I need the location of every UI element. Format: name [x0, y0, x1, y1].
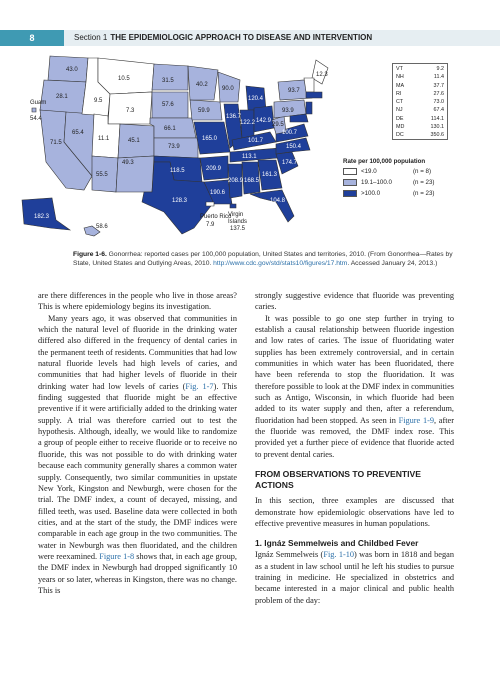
- value-label-mo: 165.0: [202, 136, 218, 142]
- state-abbr: MD: [396, 124, 405, 131]
- territory-vi: [230, 204, 236, 208]
- legend-title: Rate per 100,000 population: [343, 158, 426, 165]
- legend-item: [343, 188, 493, 199]
- value-label-ak: 182.3: [34, 214, 50, 220]
- state-rate: 67.4: [433, 107, 444, 114]
- legend-swatch: [343, 168, 357, 175]
- value-label-ga: 161.3: [262, 172, 278, 178]
- gonorrhea-rate-map: [14, 52, 334, 238]
- territory-guam: [32, 108, 36, 112]
- legend-swatch: [343, 179, 357, 186]
- value-label-wa: 43.0: [66, 67, 78, 73]
- state-rate: 350.6: [430, 132, 444, 139]
- value-label-id: 9.5: [94, 98, 103, 104]
- fig-1-10-link[interactable]: Fig. 1-10: [323, 550, 355, 560]
- legend-count: (n = 8): [413, 167, 432, 175]
- state-abbr: MA: [396, 82, 405, 89]
- state-abbr: CT: [396, 99, 404, 106]
- figure-label: Figure 1-6.: [73, 251, 107, 258]
- state-abbr: DE: [396, 115, 404, 122]
- state-abbr: RI: [396, 90, 402, 97]
- state-abbr: NH: [396, 74, 404, 81]
- value-label-wv: 29.5: [272, 122, 284, 128]
- legend-count: (n = 23): [413, 178, 435, 186]
- small-state-row: [396, 115, 444, 123]
- state-abbr: NJ: [396, 107, 403, 114]
- value-label-wi: 90.0: [222, 86, 234, 92]
- state-fl: [250, 190, 294, 222]
- value-label-nm: 49.3: [122, 160, 134, 166]
- state-rate: 37.7: [433, 82, 444, 89]
- state-rate: 9.2: [436, 66, 444, 72]
- fig-1-8-link[interactable]: Figure 1-8: [99, 551, 135, 561]
- map-legend: [343, 158, 493, 199]
- state-nj: [306, 102, 312, 114]
- small-state-row: [396, 131, 444, 139]
- value-label-al: 168.5: [244, 178, 260, 184]
- fig-1-7-link[interactable]: Fig. 1-7: [185, 381, 214, 391]
- section-title: Section 1 THE EPIDEMIOLOGIC APPROACH TO DISEASE AND INTERVENTION: [74, 33, 373, 42]
- value-label-nv: 65.4: [72, 130, 84, 136]
- legend-label: >100.0: [361, 189, 381, 197]
- value-label-tx: 128.3: [172, 198, 188, 204]
- left-column: [38, 290, 237, 596]
- legend-count: (n = 23): [413, 189, 435, 197]
- state-rate: 130.1: [430, 124, 444, 131]
- value-label-ok: 118.5: [170, 168, 185, 174]
- value-label-pa: 93.9: [282, 108, 294, 114]
- value-label-ia: 59.9: [198, 108, 210, 114]
- value-label-guam: 54.4: [30, 116, 42, 122]
- paragraph: Ignáz Semmelweis (Fig. 1-10) was born in 1818 and began as a student in law school until he left his studies to pursue training in medicine. He specialized in obstetrics and became interested in a major clinical and public health problem of the day:: [255, 550, 454, 605]
- small-state-row: [396, 106, 444, 114]
- state-rate: 11.4: [433, 74, 444, 81]
- paragraph: It was possible to go one step further in trying to establish a causal relationship between fluoride ingestion and low rates of caries. The issue of fluoridating water supplies has been extremely controversial, and in certain communities in which water has been fluoridated, there have been referenda to stop the fluoridation. It was therefore possible to look at the DMF index in communities such as Antigo, Wisconsin, in which fluoride had been added to its water supply and then, after a referendum, fluoridation had been stopped. As seen in Figure 1-9, after the fluoride was removed, the DMF index rose. This provided yet a further piece of evidence that fluoride acted to prevent dental caries.: [255, 313, 454, 459]
- value-label-ne: 66.1: [164, 126, 176, 132]
- value-label-nc: 150.4: [286, 144, 302, 150]
- value-label-az: 55.5: [96, 172, 108, 178]
- fig-1-9-link[interactable]: Figure 1-9: [398, 415, 435, 425]
- value-label-nd: 31.5: [162, 78, 174, 84]
- page-number: 8: [0, 30, 64, 46]
- paragraph: Many years ago, it was observed that communities in which the natural level of fluoride in the drinking water differed also differed in the frequency of dental caries in the permanent teeth of residents. Communities that had low natural fluoride levels had high levels of caries, and communities that had higher levels of fluoride in their drinking water had low levels of caries (Fig. 1-7). This finding suggested that fluoride might be an effective preventive if it were artificially added to the drinking water supply. A trial was therefore carried out to test the hypothesis. Although, ideally, we would like to randomize a group of people either to receive fluoride or to receive no fluoride, this was not possible to do with drinking water because each community generally shares a common water supply. Consequently, two similar communities in upstate New York, Kingston and Newburgh, were chosen for the trial. The DMF index, a count of decayed, missing, and filled teeth, was used. Baseline data were collected in both cities, and at the start of the study, the DMF indices were comparable in each age group in the two communities. The water in Newburgh was then fluoridated, and the children were reexamined. Figure 1-8 shows that, in each age group, the DMF index in Newburgh had dropped significantly 10 years or so later, whereas in Kingston, there was no change. This is: [38, 313, 238, 595]
- small-state-row: [396, 82, 444, 90]
- value-label-or: 28.1: [56, 94, 68, 100]
- state-abbr: DC: [396, 132, 404, 139]
- value-label-pr: 7.9: [206, 222, 215, 228]
- paragraph: strongly suggestive evidence that fluoride was preventing caries.: [255, 291, 454, 312]
- value-label-ms: 208.9: [228, 178, 244, 184]
- legend-label: <19.0: [361, 167, 377, 175]
- source-link[interactable]: http://www.cdc.gov/std/stats10/figures/17.htm: [213, 260, 348, 268]
- legend-label: 19.1–100.0: [361, 178, 392, 186]
- label-guam: Guam: [30, 100, 47, 106]
- territory-pr: [206, 202, 214, 206]
- small-state-row: [396, 123, 444, 131]
- value-label-wy: 7.3: [126, 108, 135, 114]
- label-puerto-rico: Puerto Rico: [200, 214, 232, 220]
- legend-item: [343, 166, 493, 177]
- state-ma: [306, 92, 322, 98]
- state-rate: 73.0: [433, 99, 444, 106]
- small-state-row: [396, 65, 444, 73]
- small-state-row: [396, 98, 444, 106]
- value-label-ks: 73.9: [168, 144, 180, 150]
- value-label-mn: 40.2: [196, 82, 208, 88]
- small-state-row: [396, 90, 444, 98]
- legend-swatch: [343, 190, 357, 197]
- right-column: [255, 290, 454, 606]
- label-virgin-islands: Virgin Islands: [228, 212, 248, 225]
- value-label-me: 12.3: [316, 72, 328, 78]
- value-label-hi: 58.6: [96, 224, 108, 230]
- paragraph: In this section, three examples are discussed that demonstrate how epidemiologic observations have led to effective preventive measures in human populations.: [255, 496, 454, 528]
- value-label-in: 122.2: [240, 120, 256, 126]
- running-header: [0, 30, 500, 46]
- state-rate: 27.6: [433, 90, 444, 97]
- value-label-vi: 137.5: [230, 226, 246, 232]
- state-abbr: VT: [396, 66, 403, 72]
- value-label-tn: 113.1: [242, 154, 257, 160]
- state-rate: 114.1: [430, 115, 444, 122]
- value-label-il: 136.7: [226, 114, 242, 120]
- legend-item: [343, 177, 493, 188]
- paragraph: are there differences in the people who live in those areas? This is where epidemiology begins its investigation.: [38, 291, 237, 312]
- value-label-ar: 209.9: [206, 166, 222, 172]
- value-label-fl: 104.8: [270, 198, 286, 204]
- value-label-ut: 11.1: [98, 136, 110, 142]
- value-label-sd: 57.6: [162, 102, 174, 108]
- value-label-ky: 101.7: [248, 138, 264, 144]
- value-label-mi: 120.4: [248, 96, 264, 102]
- section-heading: FROM OBSERVATIONS TO PREVENTIVE ACTIONS: [255, 469, 422, 491]
- value-label-oh: 142.9: [256, 118, 272, 124]
- small-state-row: [396, 73, 444, 81]
- value-label-ny: 93.7: [288, 88, 300, 94]
- value-label-va: 100.7: [282, 130, 298, 136]
- state-vt-nh: [304, 78, 314, 92]
- subsection-heading: 1. Ignáz Semmelweis and Childbed Fever: [255, 538, 419, 549]
- value-label-la: 190.6: [210, 190, 226, 196]
- value-label-sc: 174.7: [282, 160, 298, 166]
- value-label-ca: 71.5: [50, 140, 62, 146]
- figure-caption: Figure 1-6. Gonorrhea: reported cases per 100,000 population, United States and territories, 2010. (From Gonorrhea—Rates by State, United States and Outlying Areas, 2010. http://www.cdc.gov/std/stats10/figures/17.htm. Accessed January 24, 2013.): [73, 251, 453, 268]
- value-label-mt: 10.5: [118, 76, 130, 82]
- value-label-co: 45.1: [128, 138, 140, 144]
- state-nd: [152, 64, 188, 90]
- small-states-table: [392, 63, 448, 140]
